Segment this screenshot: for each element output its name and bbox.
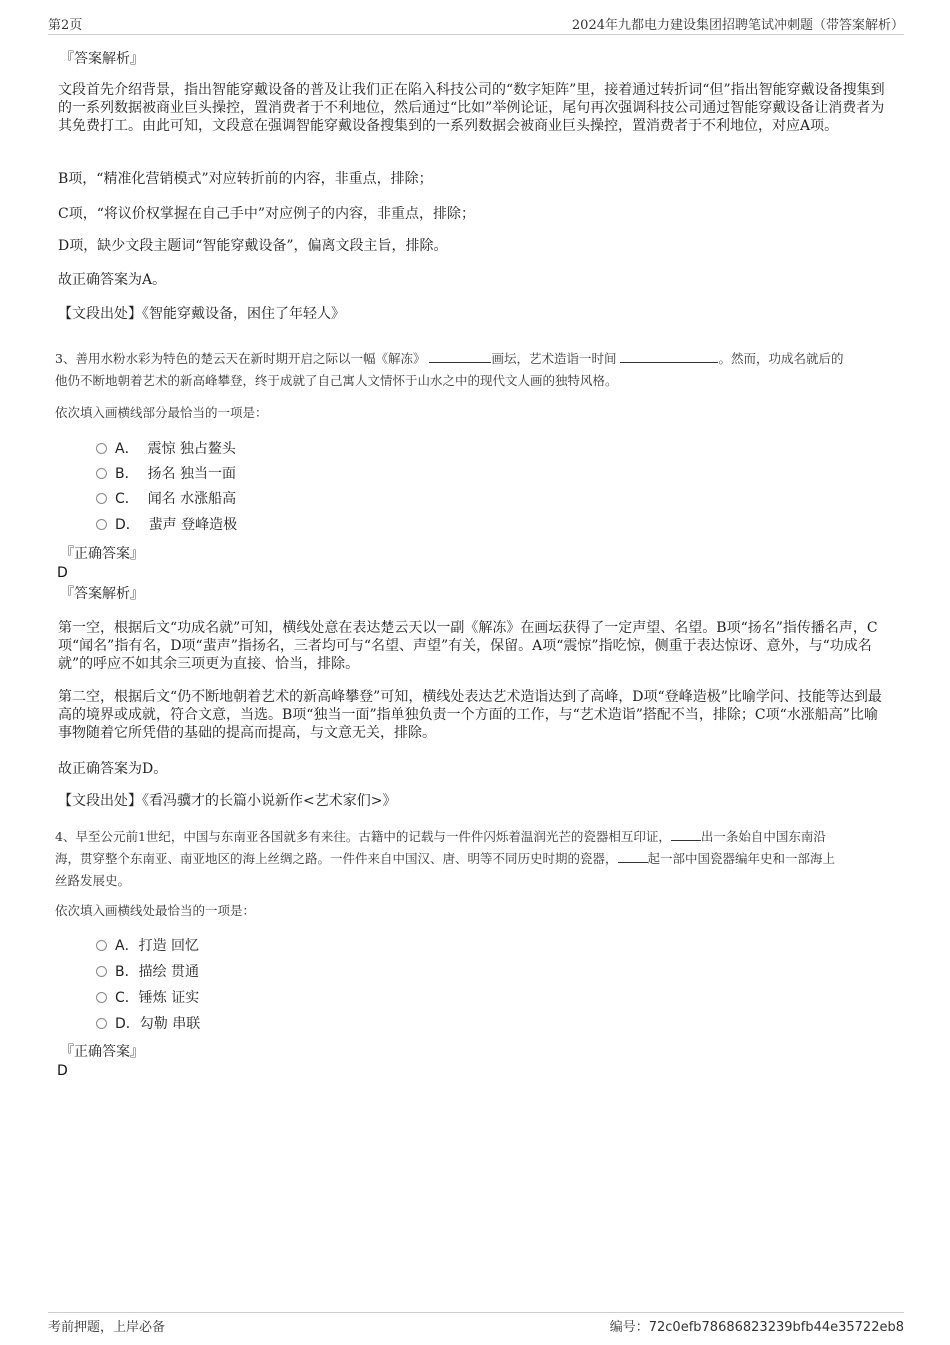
option-text: 锤炼 证实 — [138, 990, 200, 1006]
q3-option-b[interactable] — [96, 465, 236, 483]
q4-stem-part2: 出一条始自中国东南沿 — [700, 829, 826, 844]
q3-stem-line2: 他仍不断地朝着艺术的新高峰攀登，终于成就了自己寓人文情怀于山水之中的现代文人画的独特风格。 — [55, 373, 618, 388]
option-key: A． — [115, 938, 139, 954]
q3-option-d[interactable] — [96, 516, 237, 534]
radio-icon[interactable] — [96, 468, 107, 479]
q4-stem-part1: 4、早至公元前1世纪，中国与东南亚各国就多有来往。古籍中的记载与一件件闪烁着温润光芒的瓷器相互印证， — [55, 829, 671, 844]
option-key: D． — [115, 1016, 140, 1032]
radio-icon[interactable] — [96, 443, 107, 454]
q3-prompt: 依次填入画横线部分最恰当的一项是： — [55, 405, 268, 420]
q4-option-d[interactable] — [96, 1015, 200, 1033]
q4-stem — [55, 826, 895, 892]
q4-option-c[interactable] — [96, 989, 199, 1007]
option-key: A． — [115, 441, 139, 457]
q3-stem — [55, 348, 895, 392]
q4-stem-part3: 海，贯穿整个东南亚、南亚地区的海上丝绸之路。一件件来自中国汉、唐、明等不同历史时期的瓷器， — [55, 851, 618, 866]
q4-option-a[interactable] — [96, 937, 199, 955]
q4-stem-part4: 起一部中国瓷器编年史和一部海上 — [647, 851, 836, 866]
radio-icon[interactable] — [96, 519, 107, 530]
q2-source: 【文段出处】《智能穿戴设备，困住了年轻人》 — [58, 306, 345, 322]
q3-answer: D — [57, 565, 68, 581]
q3-source: 【文段出处】《看冯骥才的长篇小说新作<艺术家们>》 — [58, 793, 397, 809]
q4-correct-tag: 『正确答案』 — [60, 1044, 144, 1060]
q2-analysis-para3: C项，“将议价权掌握在自己手中”对应例子的内容，非重点，排除； — [58, 206, 476, 222]
radio-icon[interactable] — [96, 1018, 107, 1029]
q4-blank-1 — [671, 828, 701, 841]
option-text: 扬名 独当一面 — [147, 466, 236, 482]
q4-answer: D — [57, 1063, 68, 1079]
q3-stem-part3: 。然而，功成名就后的 — [718, 351, 844, 366]
q3-stem-part1: 3、善用水粉水彩为特色的楚云天在新时期开启之际以一幅《解冻》 — [55, 351, 426, 366]
q3-blank-2 — [620, 350, 718, 363]
q3-option-a[interactable] — [96, 440, 236, 458]
q4-prompt: 依次填入画横线处最恰当的一项是： — [55, 903, 256, 918]
footer-code — [610, 1316, 904, 1335]
q3-analysis-para1: 第一空，根据后文“功成名就”可知，横线处意在表达楚云天以一副《解冻》在画坛获得了一定声望、名望。B项“扬名”指传播名声，C项“闻名”指有名，D项“蜚声”指扬名，三者均可与“名望、声望”有关，保留。A项“震惊”指吃惊，侧重于表达惊讶、意外，与“功成名就”的呼应不如其余三项更为直接、恰当，排除。 — [58, 620, 878, 672]
option-key: B． — [115, 964, 139, 980]
option-text: 打造 回忆 — [138, 938, 200, 954]
q2-analysis-para2: B项，“精准化营销模式”对应转折前的内容，非重点，排除； — [58, 171, 433, 187]
option-key: C． — [115, 990, 139, 1006]
q4-blank-2 — [618, 850, 648, 863]
option-text: 勾勒 串联 — [139, 1016, 201, 1032]
radio-icon[interactable] — [96, 493, 107, 504]
radio-icon[interactable] — [96, 992, 107, 1003]
q3-option-c[interactable] — [96, 490, 236, 508]
option-text: 描绘 贯通 — [138, 964, 200, 980]
q4-stem-line3: 丝路发展史。 — [55, 873, 131, 888]
radio-icon[interactable] — [96, 966, 107, 977]
option-key: C． — [115, 491, 139, 507]
q2-conclusion: 故正确答案为A。 — [58, 272, 167, 288]
page-number: 第2页 — [48, 18, 83, 33]
page-footer — [48, 1312, 904, 1337]
document-title: 2024年九都电力建设集团招聘笔试冲刺题（带答案解析） — [571, 18, 904, 33]
q2-analysis-para4: D项，缺少文段主题词“智能穿戴设备”，偏离文段主旨，排除。 — [58, 238, 448, 254]
q4-option-b[interactable] — [96, 963, 199, 981]
q3-analysis-tag: 『答案解析』 — [60, 586, 144, 602]
q3-conclusion: 故正确答案为D。 — [58, 761, 168, 777]
radio-icon[interactable] — [96, 940, 107, 951]
footer-code-value: 72c0efb78686823239bfb44e35722eb8 — [648, 1320, 904, 1335]
option-text: 蜚声 登峰造极 — [148, 517, 238, 533]
q3-blank-1 — [429, 350, 491, 363]
option-key: B． — [115, 466, 139, 482]
q3-correct-tag: 『正确答案』 — [60, 546, 144, 562]
footer-slogan: 考前押题，上岸必备 — [48, 1320, 166, 1335]
option-text: 闻名 水涨船高 — [147, 491, 237, 507]
option-text: 震惊 独占鳌头 — [147, 441, 236, 457]
q2-analysis-tag: 『答案解析』 — [60, 51, 144, 67]
q3-analysis-para2: 第二空，根据后文“仍不断地朝着艺术的新高峰攀登”可知，横线处表达艺术造诣达到了高峰，D项“登峰造极”比喻学问、技能等达到最高的境界或成就，符合文意，当选。B项“独当一面”指单独负责一个方面的工作，与“艺术造诣”搭配不当，排除；C项“水涨船高”比喻事物随着它所凭借的基础的提高而提高，与文意无关，排除。 — [58, 689, 882, 741]
page-header — [48, 12, 904, 35]
q3-stem-part2: 画坛，艺术造诣一时间 — [491, 351, 617, 366]
footer-code-label: 编号： — [609, 1320, 649, 1335]
option-key: D． — [115, 517, 140, 533]
q2-analysis-para1: 文段首先介绍背景，指出智能穿戴设备的普及让我们正在陷入科技公司的“数字矩阵”里，接着通过转折词“但”指出智能穿戴设备搜集到的一系列数据被商业巨头操控，置消费者于不利地位，然后通过“比如”举例论证，尾句再次强调科技公司通过智能穿戴设备让消费者为其免费打工。由此可知，文段意在强调智能穿戴设备搜集到的一系列数据会被商业巨头操控，置消费者于不利地位，对应A项。 — [58, 82, 885, 134]
